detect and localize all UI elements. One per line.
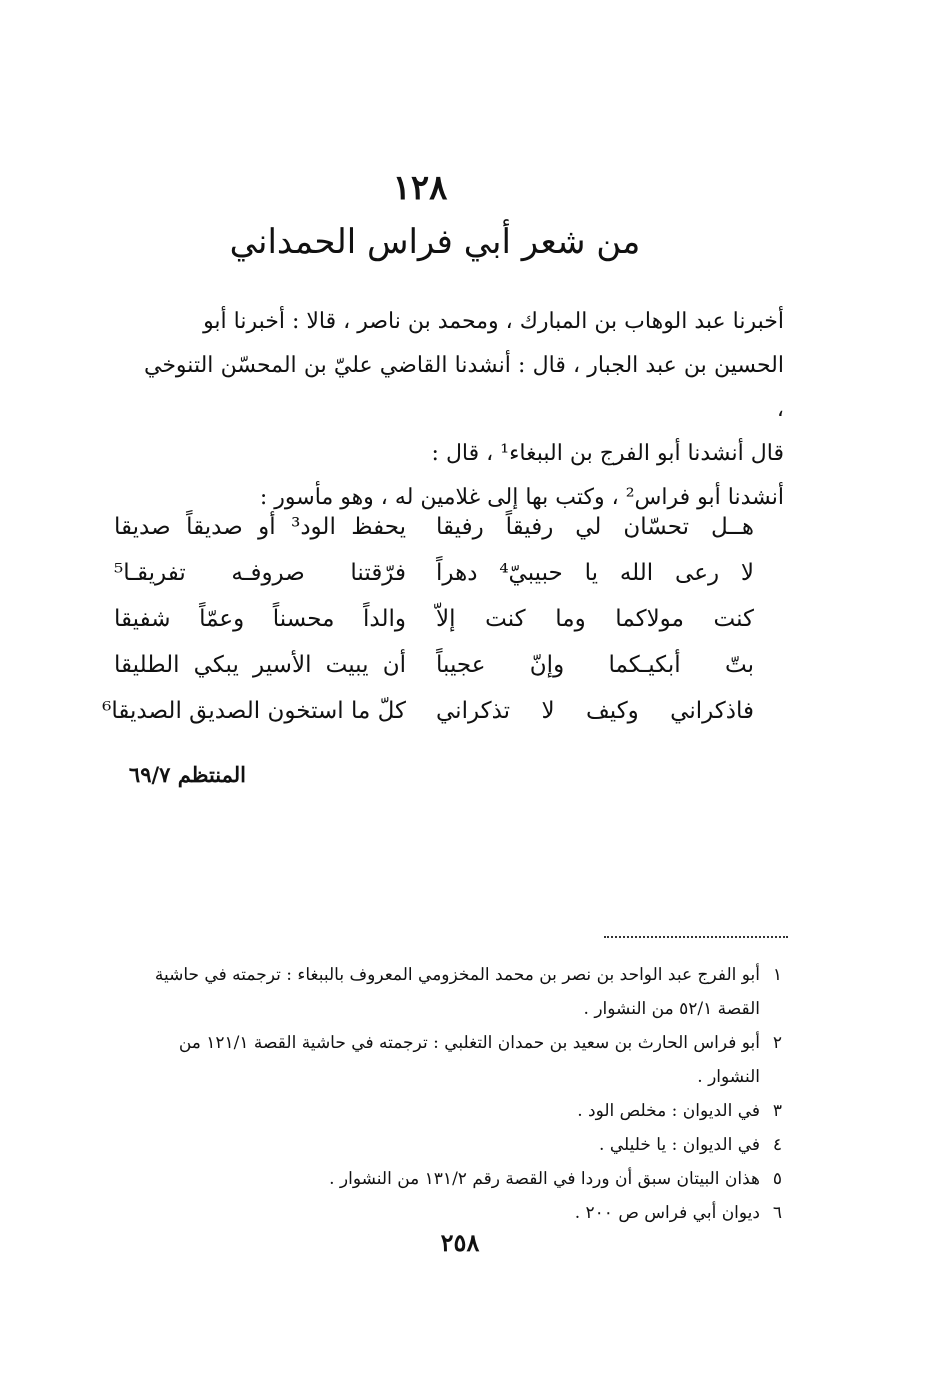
- poem: [102, 504, 755, 734]
- footnote: [132, 958, 782, 1026]
- footnote: [132, 1196, 782, 1230]
- intro-paragraph: [144, 300, 784, 520]
- verse-second-hemistich: والداً محسناً وعمّاً شفيقا: [114, 606, 406, 632]
- intro-line: قال أنشدنا أبو الفرج بن الببغاء¹ ، قال :: [431, 441, 784, 466]
- poem-verse: [114, 550, 754, 596]
- footnote-number: ٥: [772, 1169, 782, 1189]
- footnote-text: أبو الفرج عبد الواحد بن نصر بن محمد المخزومي المعروف بالببغاء : ترجمته في حاشية القصة ٥٢/١ من النشوار .: [154, 965, 760, 1019]
- footnote-number: ٦: [772, 1203, 782, 1223]
- page-number: ٢٥٨: [440, 1228, 480, 1257]
- story-title: من شعر أبي فراس الحمداني: [229, 222, 641, 262]
- source-citation: المنتظم ٦٩/٧: [128, 762, 246, 787]
- footnote-number: ٤: [772, 1135, 782, 1155]
- intro-line: الحسين بن عبد الجبار ، قال : أنشدنا القاضي عليّ بن المحسّن التنوخي ،: [144, 353, 784, 422]
- footnote-number: ٣: [772, 1101, 782, 1121]
- verse-second-hemistich: يحفظ الود³ أو صديقاً صديقا: [114, 514, 406, 540]
- poem-verse: [114, 596, 754, 642]
- footnote: [132, 1026, 782, 1094]
- verse-second-hemistich: فرّقتنا صروفـه تفريقـا⁵: [114, 560, 406, 586]
- poem-verse: [114, 642, 754, 688]
- story-number: ١٢٨: [392, 168, 448, 208]
- verse-first-hemistich: فاذكراني وكيف لا تذكراني: [436, 698, 754, 724]
- verse-first-hemistich: كنت مولاكما وما كنت إلاّ: [436, 606, 754, 632]
- footnotes: [132, 958, 782, 1230]
- verse-first-hemistich: بتّ أبكيـكما وإنّ عجيباً: [436, 652, 754, 678]
- footnote: [132, 1094, 782, 1128]
- footnote-text: أبو فراس الحارث بن سعيد بن حمدان التغلبي : ترجمته في حاشية القصة ١٢١/١ من النشوار .: [178, 1033, 760, 1087]
- poem-verse: [114, 504, 754, 550]
- footnote-number: ٢: [772, 1033, 782, 1053]
- footnote-text: في الديوان : مخلص الود .: [577, 1101, 760, 1121]
- intro-line: أخبرنا عبد الوهاب بن المبارك ، ومحمد بن ناصر ، قالا : أخبرنا أبو: [203, 309, 784, 334]
- footnote-text: في الديوان : يا خليلي .: [599, 1135, 760, 1155]
- verse-first-hemistich: هــل تحسّان لي رفيقاً رفيقا: [436, 514, 754, 540]
- verse-second-hemistich: أن يبيت الأسير يبكي الطليقا: [114, 652, 406, 678]
- verse-second-hemistich: كلّ ما استخون الصديق الصديقا⁶: [102, 698, 406, 724]
- poem-verse: [102, 688, 754, 734]
- footnote: [132, 1128, 782, 1162]
- intro-line: أنشدنا أبو فراس² ، وكتب بها إلى غلامين له ، وهو مأسور :: [259, 485, 784, 510]
- footnote-text: هذان البيتان سبق أن وردا في القصة رقم ١٣١/٢ من النشوار .: [329, 1169, 760, 1189]
- footnote-text: ديوان أبي فراس ص ٢٠٠ .: [574, 1203, 760, 1223]
- footnote-divider: [604, 936, 788, 938]
- footnote-number: ١: [772, 965, 782, 985]
- verse-first-hemistich: لا رعى الله يا حبيبيّ⁴ دهراً: [436, 560, 755, 586]
- footnote: [132, 1162, 782, 1196]
